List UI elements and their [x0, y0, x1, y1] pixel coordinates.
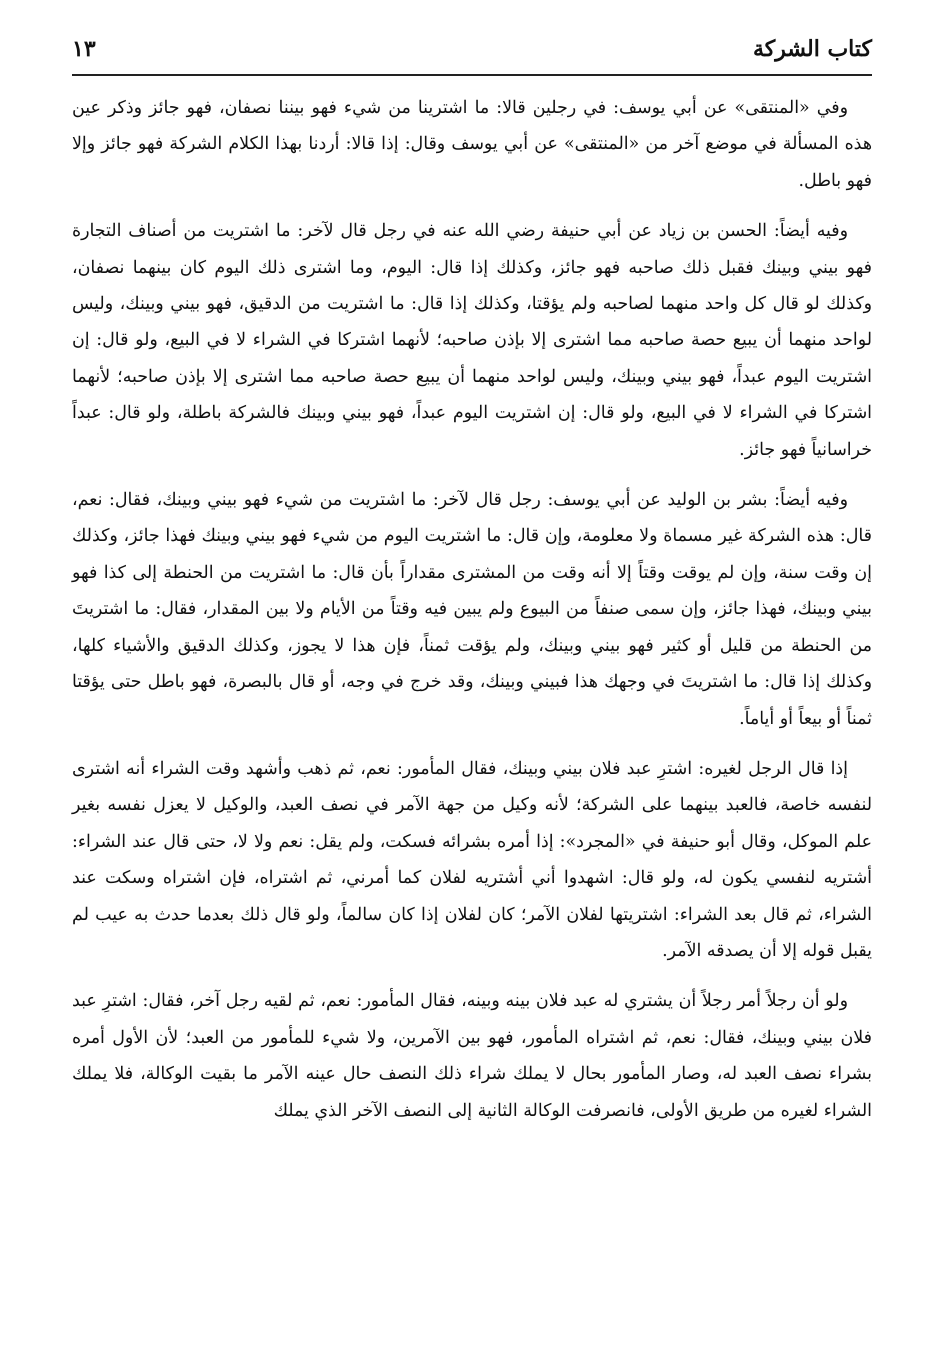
paragraph: وفيه أيضاً: بشر بن الوليد عن أبي يوسف: رجل قال لآخر: ما اشتريت من شيء فهو بيني وبينك، فقال: نعم، قال: هذه الشركة غير مسماة ولا معلومة، وإن قال: ما اشتريت اليوم من شيء فهو بيني وبينك فهذا جائز، وكذلك إن وقت سنة، وإن لم يوقت وقتاً إلا أنه وقت من المشترى مقداراً بأن قال: ما اشتريت من الحنطة إلى كذا فهو بيني وبينك، فهذا جائز، وإن سمى صنفاً من البيوع ولم يبين فيه وقتاً من الأيام ولا بين المقدار، فقال: ما اشتريتَ من الحنطة من قليل أو كثير فهو بيني وبينك، ولم يؤقت ثمناً، فإن هذا لا يجوز، وكذلك الدقيق والأشياء كلها، وكذلك إذا قال: ما اشتريتَ في وجهك هذا فبيني وبينك، وقد خرج في وجه، أو قال بالبصرة، فهو باطل حتى يؤقتا ثمناً أو بيعاً أو أياماً.: [72, 490, 872, 729]
paragraph: إذا قال الرجل لغيره: اشترِ عبد فلان بيني وبينك، فقال المأمور: نعم، ثم ذهب وأشهد وقت الشراء أنه اشترى لنفسه خاصة، فالعبد بينهما على الشركة؛ لأنه وكيل من جهة الآمر في نصف العبد، والوكيل لا يعزل نفسه بغير علم الموكل، وقال أبو حنيفة في «المجرد»: إذا أمره بشرائه فسكت، ولم يقل: نعم ولا لا، حتى قال عند الشراء: أشتريه لنفسي يكون له، ولو قال: اشهدوا أني أشتريه لفلان كما أمرني، ثم اشتراه، فإن اشتراه وسكت عند الشراء، ثم قال بعد الشراء: اشتريتها لفلان الآمر؛ كان لفلان إذا كان سالماً، ولو قال ذلك بعدما حدث به عيب لم يقبل قوله إلا أن يصدقه الآمر.: [72, 758, 872, 961]
page-header: [72, 30, 872, 74]
book-title: كتاب الشركة: [752, 36, 872, 62]
paragraph: ولو أن رجلاً أمر رجلاً أن يشتري له عبد فلان بينه وبينه، فقال المأمور: نعم، ثم لقيه رجل آخر، فقال: اشترِ عبد فلان بيني وبينك، فقال: نعم، ثم اشتراه المأمور، فهو بين الآمرين، ولا شيء للمأمور من العبد؛ لأن الأول أمره بشراء نصف العبد له، وصار المأمور بحال لا يملك شراء ذلك النصف حال عينه الآمر ما بقيت الوكالة، فلا يملك الشراء لغيره من طريق الأولى، فانصرفت الوكالة الثانية إلى النصف الآخر الذي يملك: [72, 991, 872, 1121]
page-body: [72, 90, 872, 1129]
paragraph: وفيه أيضاً: الحسن بن زياد عن أبي حنيفة رضي الله عنه في رجل قال لآخر: ما اشتريت من أصناف التجارة فهو بيني وبينك فقبل ذلك صاحبه فهو جائز، وكذلك إذا قال: اليوم، وما اشترى ذلك اليوم كان بينهما نصفان، وكذلك لو قال كل واحد منهما لصاحبه ولم يؤقتا، وكذلك إذا قال: ما اشتريت من الدقيق، فهو بيني وبينك، وليس لواحد منهما أن يبيع حصة صاحبه مما اشترى إلا بإذن صاحبه؛ لأنهما اشتركا في الشراء لا في البيع، ولو قال: إن اشتريت اليوم عبداً، فهو بيني وبينك، وليس لواحد منهما أن يبيع حصة صاحبه مما اشترى إلا بإذن صاحبه؛ لأنهما اشتركا في الشراء لا في البيع، ولو قال: إن اشتريت اليوم عبداً، فهو بيني وبينك فالشركة باطلة، ولو قال: عبداً خراسانياً فهو جائز.: [72, 221, 872, 460]
page-number: ١٣: [72, 36, 96, 62]
header-rule: [72, 74, 872, 76]
document-page: [72, 30, 872, 1350]
paragraph: وفي «المنتقى» عن أبي يوسف: في رجلين قالا: ما اشترينا من شيء فهو بيننا نصفان، فهو جائز وذكر عين هذه المسألة في موضع آخر من «المنتقى» عن أبي يوسف وقال: إذا قالا: أردنا بهذا الكلام الشركة فهو جائز وإلا فهو باطل.: [72, 98, 872, 191]
